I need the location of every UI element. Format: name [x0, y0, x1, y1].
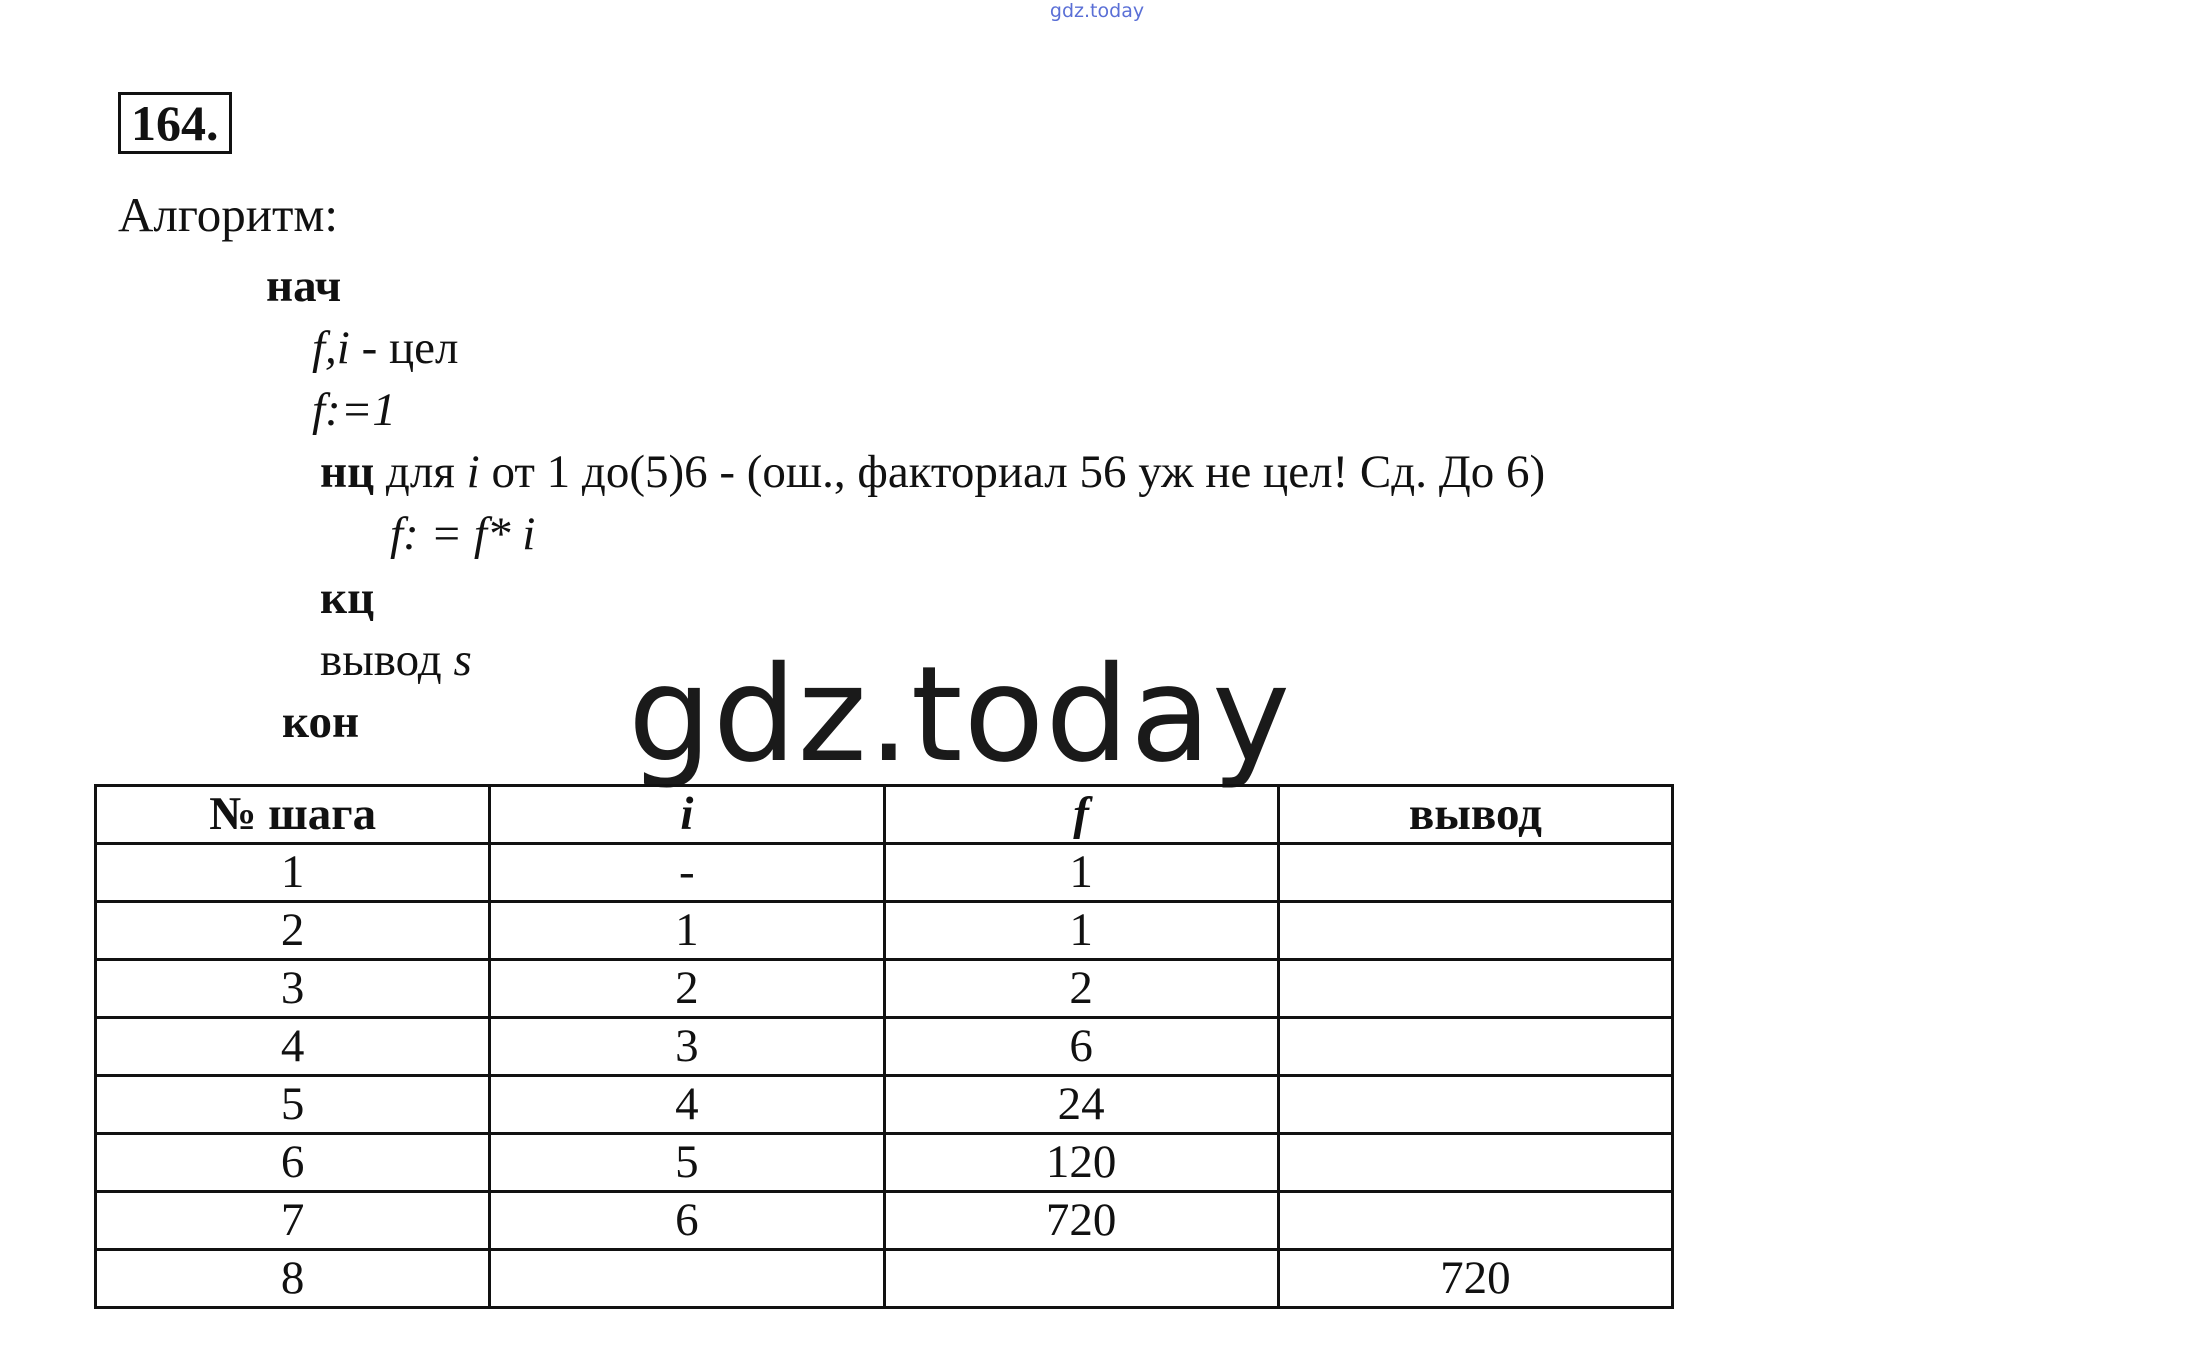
cell-i: 5	[490, 1134, 884, 1192]
cell-i: 2	[490, 960, 884, 1018]
code-init: f:=1	[312, 384, 396, 436]
table-row	[96, 1192, 1673, 1250]
watermark-top: gdz.today	[1049, 0, 1145, 22]
cell-output	[1278, 902, 1672, 960]
loop-for: для	[374, 446, 467, 498]
cell-f: 6	[884, 1018, 1278, 1076]
header-output: вывод	[1278, 786, 1672, 844]
cell-output	[1278, 1076, 1672, 1134]
cell-output	[1278, 1192, 1672, 1250]
cell-f: 1	[884, 902, 1278, 960]
trace-table	[94, 784, 1674, 1309]
table-row	[96, 1076, 1673, 1134]
cell-f: 720	[884, 1192, 1278, 1250]
cell-step: 3	[96, 960, 490, 1018]
code-loop-header	[320, 444, 1545, 500]
code-loop-body: f: = f* i	[390, 508, 536, 560]
loop-range: от 1 до(5)6 - (ош., факториал 56 уж не цел! Сд. До 6)	[479, 446, 1546, 498]
cell-i: 1	[490, 902, 884, 960]
code-loop-end: кц	[320, 572, 375, 624]
output-var: s	[453, 634, 472, 686]
cell-i	[490, 1250, 884, 1308]
header-step: № шага	[96, 786, 490, 844]
table-body	[96, 844, 1673, 1308]
header-i: i	[490, 786, 884, 844]
code-output	[320, 632, 472, 688]
table-row	[96, 902, 1673, 960]
cell-output	[1278, 1018, 1672, 1076]
cell-step: 6	[96, 1134, 490, 1192]
decl-type: - цел	[349, 322, 459, 374]
table-row	[96, 960, 1673, 1018]
header-f: f	[884, 786, 1278, 844]
cell-i: 3	[490, 1018, 884, 1076]
loop-var: i	[466, 446, 480, 498]
cell-i: -	[490, 844, 884, 902]
table-row	[96, 1134, 1673, 1192]
algorithm-label: Алгоритм:	[118, 187, 338, 242]
output-keyword: вывод	[320, 634, 454, 686]
cell-step: 2	[96, 902, 490, 960]
table-header-row	[96, 786, 1673, 844]
cell-step: 7	[96, 1192, 490, 1250]
cell-step: 8	[96, 1250, 490, 1308]
cell-f: 2	[884, 960, 1278, 1018]
cell-i: 4	[490, 1076, 884, 1134]
cell-step: 4	[96, 1018, 490, 1076]
cell-output	[1278, 844, 1672, 902]
cell-f: 120	[884, 1134, 1278, 1192]
cell-output	[1278, 960, 1672, 1018]
loop-keyword: нц	[320, 446, 375, 498]
watermark-big: gdz.today	[628, 638, 1292, 792]
cell-step: 5	[96, 1076, 490, 1134]
table-row	[96, 844, 1673, 902]
code-begin: нач	[266, 260, 342, 312]
decl-vars: f,i	[312, 322, 350, 374]
cell-step: 1	[96, 844, 490, 902]
cell-f	[884, 1250, 1278, 1308]
cell-output	[1278, 1134, 1672, 1192]
task-number: 164.	[118, 92, 232, 154]
table-row	[96, 1250, 1673, 1308]
code-declaration	[312, 320, 459, 376]
cell-i: 6	[490, 1192, 884, 1250]
table-row	[96, 1018, 1673, 1076]
code-end: кон	[282, 696, 360, 748]
cell-f: 1	[884, 844, 1278, 902]
cell-f: 24	[884, 1076, 1278, 1134]
cell-output: 720	[1278, 1250, 1672, 1308]
